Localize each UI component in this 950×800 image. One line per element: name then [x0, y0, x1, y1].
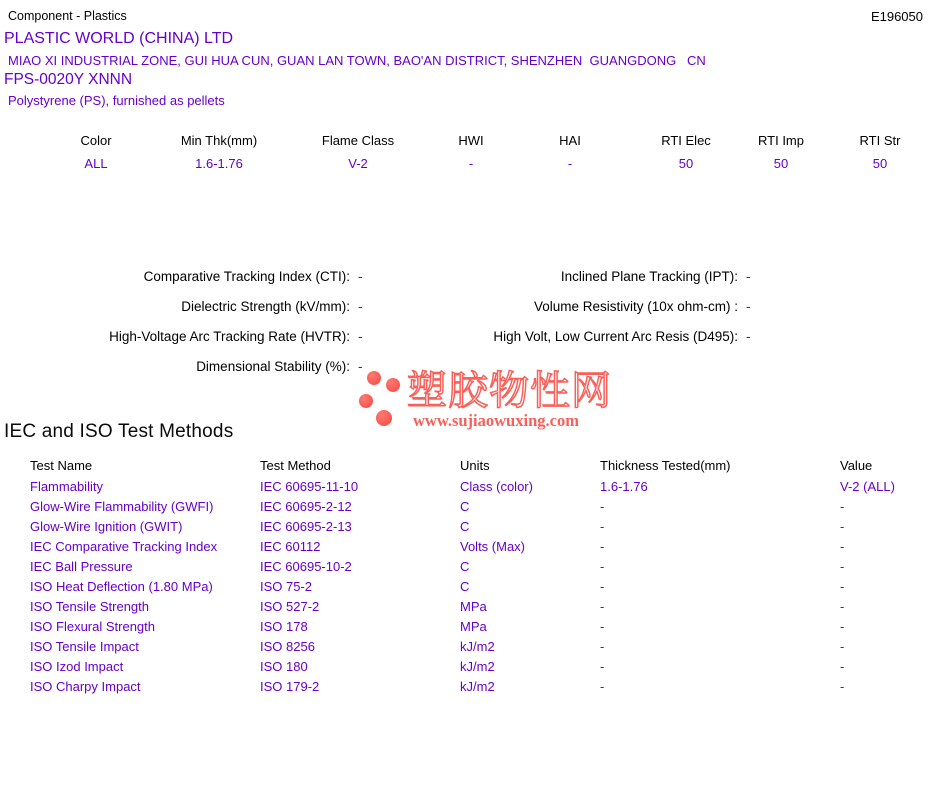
property-value: - [358, 299, 363, 314]
table-row [0, 679, 950, 697]
property-value: - [746, 299, 751, 314]
cell-thickness: 1.6-1.76 [600, 479, 648, 494]
cell-test-method: IEC 60112 [260, 539, 321, 554]
property-value: - [358, 269, 363, 284]
property-label: High Volt, Low Current Arc Resis (D495): [493, 329, 738, 344]
rating-label: HWI [458, 133, 484, 148]
property-label: Dielectric Strength (kV/mm): [181, 299, 350, 314]
col-header-thickness: Thickness Tested(mm) [600, 458, 731, 473]
electrical-row-dielectric [0, 299, 950, 315]
rating-label: Min Thk(mm) [180, 133, 258, 148]
cell-units: MPa [460, 619, 487, 634]
cell-test-method: ISO 179-2 [260, 679, 320, 694]
company-name: PLASTIC WORLD (CHINA) LTD [4, 30, 234, 47]
table-row [0, 519, 950, 537]
rating-label: RTI Str [859, 133, 901, 148]
rating-col-color [80, 133, 111, 171]
table-row [0, 539, 950, 557]
cell-test-name: ISO Flexural Strength [30, 619, 155, 634]
cell-thickness: - [600, 539, 605, 554]
cell-units: kJ/m2 [460, 679, 495, 694]
col-header-test-method: Test Method [260, 458, 331, 473]
material-description: Polystyrene (PS), furnished as pellets [8, 93, 225, 108]
cell-test-name: Flammability [30, 479, 103, 494]
property-value: - [746, 329, 751, 344]
cell-test-name: ISO Heat Deflection (1.80 MPa) [30, 579, 213, 594]
rating-col-min-thk [181, 133, 257, 171]
rating-value: 50 [872, 156, 888, 171]
cell-test-name: ISO Tensile Strength [30, 599, 149, 614]
table-row [0, 619, 950, 637]
property-label: Comparative Tracking Index (CTI): [143, 269, 350, 284]
cell-test-method: ISO 180 [260, 659, 308, 674]
logo-dot-icon [386, 378, 400, 392]
table-row [0, 639, 950, 657]
cell-test-name: IEC Comparative Tracking Index [30, 539, 218, 554]
rating-value: - [468, 156, 474, 171]
cell-value: - [840, 619, 845, 634]
company-address: MIAO XI INDUSTRIAL ZONE, GUI HUA CUN, GUAN LAN TOWN, BAO'AN DISTRICT, SHENZHEN GUANGDONG CN [8, 53, 706, 68]
cell-test-method: ISO 178 [260, 619, 308, 634]
cell-thickness: - [600, 639, 605, 654]
cell-units: kJ/m2 [460, 639, 495, 654]
rating-label: Flame Class [321, 133, 395, 148]
rating-value: 1.6-1.76 [195, 156, 243, 171]
rating-col-hai [559, 133, 581, 171]
property-value: - [358, 329, 363, 344]
cell-units: Class (color) [460, 479, 533, 494]
cell-test-method: ISO 527-2 [260, 599, 320, 614]
cell-value: - [840, 499, 845, 514]
property-value: - [358, 359, 363, 374]
logo-dot-icon [376, 410, 392, 426]
rating-col-hwi [458, 133, 483, 171]
rating-col-rti-elec [661, 133, 711, 171]
watermark-url: www.sujiaowuxing.com [413, 411, 579, 430]
cell-units: MPa [460, 599, 487, 614]
rating-col-rti-str [860, 133, 901, 171]
cell-units: Volts (Max) [460, 539, 526, 554]
table-row [0, 579, 950, 597]
cell-test-method: IEC 60695-2-12 [260, 499, 352, 514]
rating-col-rti-imp [758, 133, 804, 171]
table-header-row [0, 458, 950, 476]
cell-value: - [840, 639, 845, 654]
cell-value: - [840, 519, 845, 534]
cell-test-method: IEC 60695-10-2 [260, 559, 352, 574]
watermark-cjk-text: 塑胶物性网 [407, 369, 612, 413]
rating-col-flame-class [322, 133, 394, 171]
property-label: Dimensional Stability (%): [196, 359, 350, 374]
cell-test-name: Glow-Wire Ignition (GWIT) [30, 519, 183, 534]
cell-test-name: IEC Ball Pressure [30, 559, 133, 574]
table-row [0, 499, 950, 517]
section-title: IEC and ISO Test Methods [4, 421, 234, 442]
rating-value: V-2 [348, 156, 368, 171]
cell-thickness: - [600, 499, 605, 514]
table-row [0, 479, 950, 497]
electrical-row-hvtr [0, 329, 950, 345]
cell-units: kJ/m2 [460, 659, 495, 674]
cell-units: C [460, 519, 470, 534]
cell-units: C [460, 559, 470, 574]
cell-thickness: - [600, 559, 605, 574]
rating-value: ALL [84, 156, 108, 171]
property-value: - [746, 269, 751, 284]
logo-dot-icon [367, 371, 381, 385]
property-label: Inclined Plane Tracking (IPT): [560, 269, 738, 284]
cell-test-method: ISO 8256 [260, 639, 315, 654]
cell-thickness: - [600, 619, 605, 634]
cell-test-method: IEC 60695-2-13 [260, 519, 352, 534]
cell-value: - [840, 579, 845, 594]
cell-value: - [840, 679, 845, 694]
cell-thickness: - [600, 579, 605, 594]
cell-test-name: ISO Tensile Impact [30, 639, 139, 654]
cell-test-method: ISO 75-2 [260, 579, 313, 594]
electrical-row-cti [0, 269, 950, 285]
cell-value: - [840, 659, 845, 674]
rating-value: - [567, 156, 573, 171]
cell-value: V-2 (ALL) [840, 479, 895, 494]
product-id: FPS-0020Y XNNN [4, 71, 133, 88]
cell-value: - [840, 559, 845, 574]
cell-test-name: ISO Charpy Impact [30, 679, 141, 694]
col-header-units: Units [460, 458, 490, 473]
cell-test-name: ISO Izod Impact [30, 659, 124, 674]
cell-units: C [460, 499, 470, 514]
logo-dot-icon [359, 394, 373, 408]
cell-thickness: - [600, 679, 605, 694]
cell-thickness: - [600, 599, 605, 614]
col-header-value: Value [840, 458, 873, 473]
cell-test-method: IEC 60695-11-10 [260, 479, 359, 494]
rating-label: RTI Elec [661, 133, 711, 148]
table-row [0, 559, 950, 577]
file-number: E196050 [870, 9, 923, 24]
col-header-test-name: Test Name [30, 458, 93, 473]
rating-value: 50 [773, 156, 789, 171]
category-label: Component - Plastics [8, 9, 127, 23]
cell-test-name: Glow-Wire Flammability (GWFI) [30, 499, 214, 514]
rating-label: Color [80, 133, 112, 148]
rating-label: HAI [559, 133, 581, 148]
cell-value: - [840, 539, 845, 554]
property-label: Volume Resistivity (10x ohm-cm) : [533, 299, 738, 314]
rating-label: RTI Imp [758, 133, 804, 148]
table-row [0, 659, 950, 677]
cell-units: C [460, 579, 470, 594]
cell-thickness: - [600, 659, 605, 674]
property-label: High-Voltage Arc Tracking Rate (HVTR): [109, 329, 350, 344]
cell-thickness: - [600, 519, 605, 534]
cell-value: - [840, 599, 845, 614]
table-row [0, 599, 950, 617]
rating-value: 50 [678, 156, 694, 171]
